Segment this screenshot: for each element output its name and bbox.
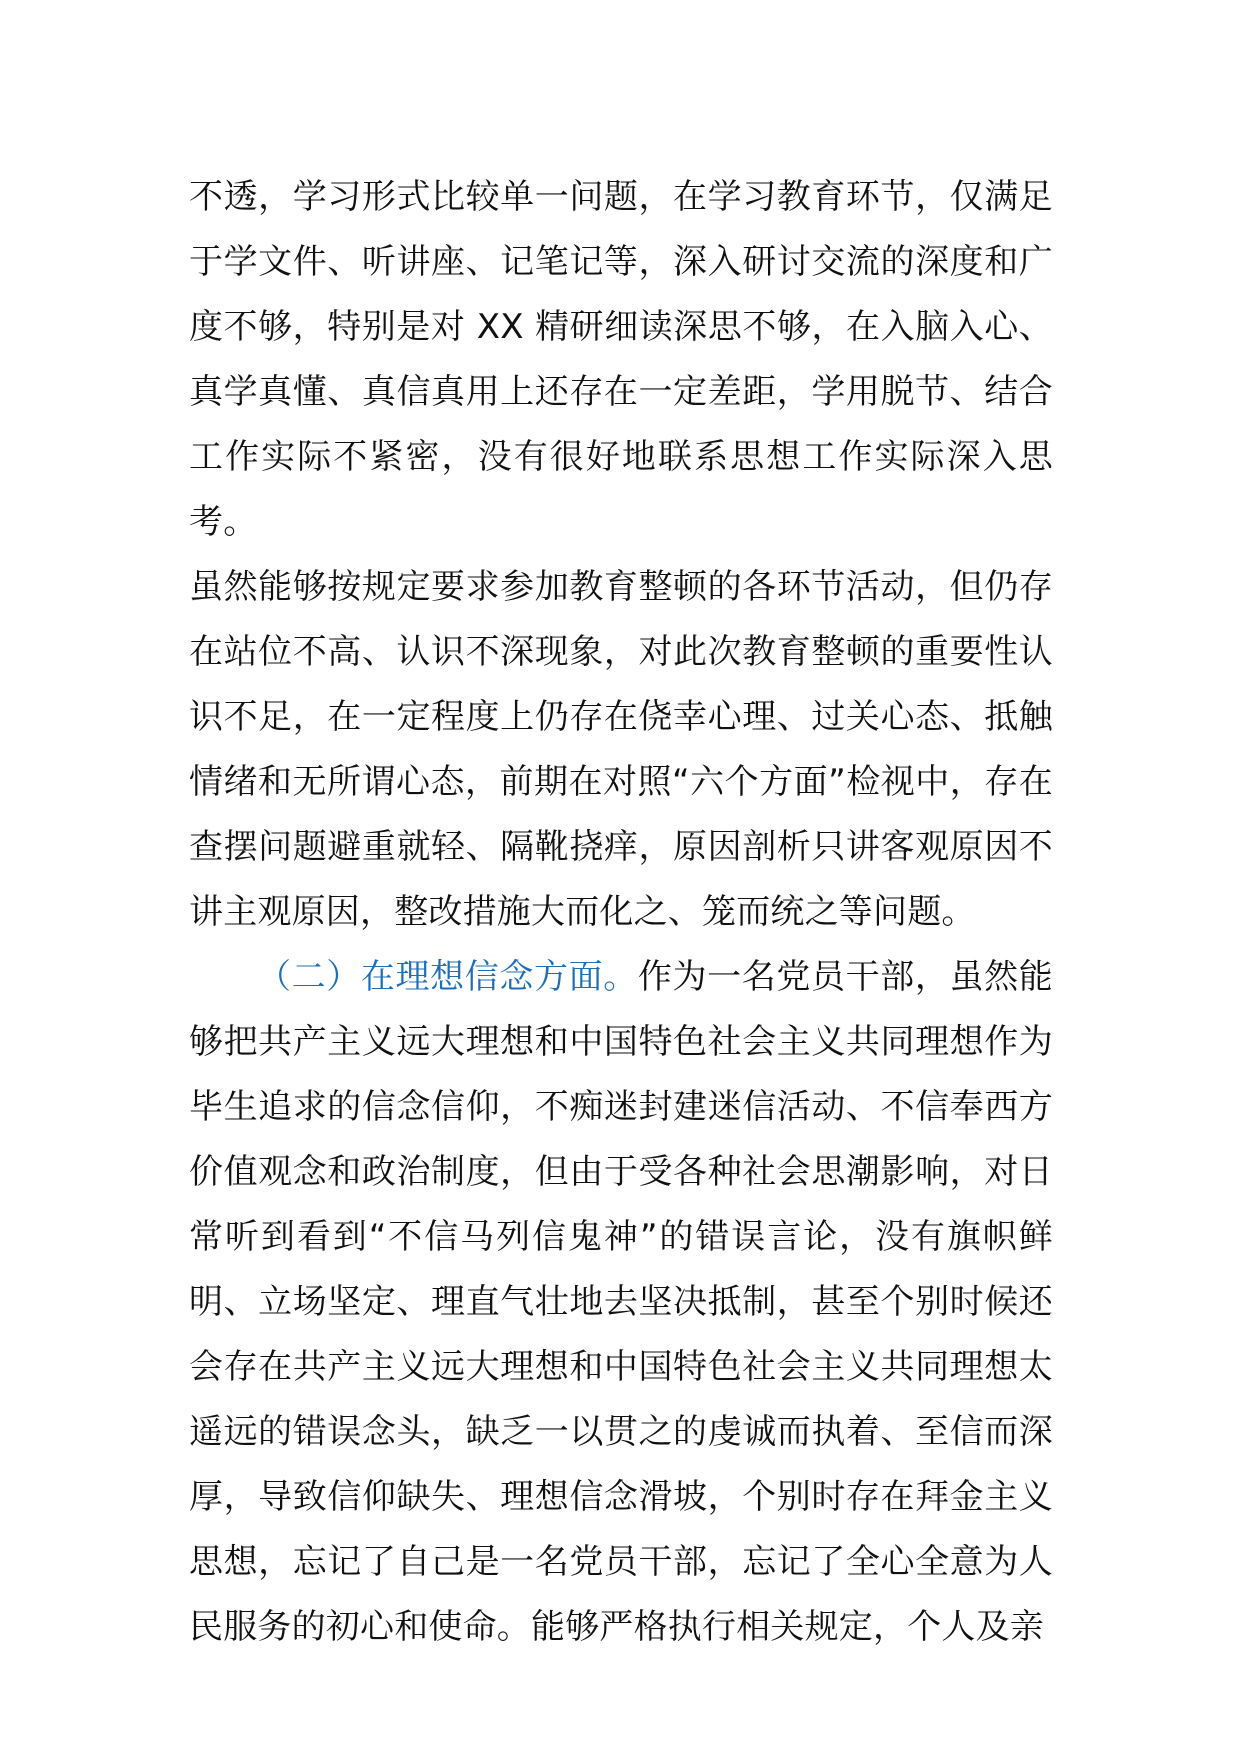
section-heading: （二）在理想信念方面。 bbox=[257, 957, 638, 997]
document-body bbox=[189, 165, 1053, 1660]
paragraph-text: 虽然能够按规定要求参加教育整顿的各环节活动，但仍存在站位不高、认识不深现象，对此次教育整顿的重要性认识不足，在一定程度上仍存在侥幸心理、过关心态、抵触情绪和无所谓心态，前期在对照“六个方面”检视中，存在查摆问题避重就轻、隔靴挠痒，原因剖析只讲客观原因不讲主观原因，整改措施大而化之、笼而统之等问题。 bbox=[189, 567, 1053, 932]
paragraph-text: 作为一名党员干部，虽然能够把共产主义远大理想和中国特色社会主义共同理想作为毕生追求的信念信仰，不痴迷封建迷信活动、不信奉西方价值观念和政治制度，但由于受各种社会思潮影响，对日常听到看到“不信马列信鬼神”的错误言论，没有旗帜鲜明、立场坚定、理直气壮地去坚决抵制，甚至个别时候还会存在共产主义远大理想和中国特色社会主义共同理想太遥远的错误念头，缺乏一以贯之的虔诚而执着、至信而深厚，导致信仰缺失、理想信念滑坡，个别时存在拜金主义思想，忘记了自己是一名党员干部，忘记了全心全意为人民服务的初心和使命。能够严格执行相关规定，个人及亲 bbox=[189, 957, 1054, 1647]
paragraph-ideals-beliefs bbox=[189, 945, 1053, 1660]
paragraph-text: 不透，学习形式比较单一问题，在学习教育环节，仅满足于学文件、听讲座、记笔记等，深入研讨交流的深度和广度不够，特别是对 XX 精研细读深思不够，在入脑入心、真学真懂、真信真用上还存在一定差距，学用脱节、结合工作实际不紧密，没有很好地联系思想工作实际深入思考。 bbox=[189, 177, 1053, 542]
paragraph-education-rectification bbox=[189, 555, 1053, 945]
paragraph-continued-study bbox=[189, 165, 1053, 555]
